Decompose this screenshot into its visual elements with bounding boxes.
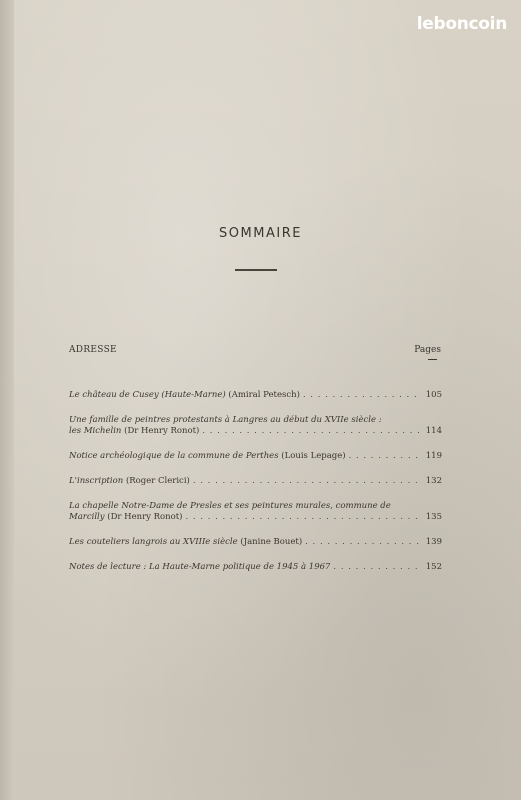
- toc-line-text: [69, 390, 300, 401]
- toc-line-text: [69, 501, 391, 512]
- toc-line-text: [69, 426, 199, 437]
- toc-line: [69, 562, 442, 573]
- toc-entry: [69, 562, 442, 573]
- toc-page-number: 105: [425, 390, 442, 400]
- toc-author: (Roger Clerici): [123, 476, 190, 486]
- toc-entry: [69, 537, 442, 548]
- toc-line-text: [69, 476, 190, 487]
- toc-line: [69, 390, 442, 401]
- toc-entry: [69, 501, 442, 523]
- toc-title: Les couteliers langrois au XVIIIe siècle: [69, 537, 238, 547]
- toc-author: (Amiral Petesch): [225, 390, 300, 400]
- toc-line-text: [69, 415, 382, 426]
- toc-page-number: 139: [425, 537, 442, 547]
- toc-entry: [69, 390, 442, 401]
- toc-author: (Janine Bouet): [237, 537, 303, 547]
- pages-underline: [428, 359, 437, 360]
- toc-title: Notes de lecture : La Haute-Marne politique de 1945 à 1967: [69, 562, 331, 572]
- toc-line: [69, 501, 442, 512]
- toc-entry: [69, 415, 442, 437]
- toc-line-text: [69, 451, 346, 462]
- toc-title: Marcilly: [69, 512, 105, 522]
- toc-page-number: 152: [425, 562, 442, 572]
- toc-entry: [69, 451, 442, 462]
- dot-leader: [303, 390, 421, 401]
- toc-line-text: [69, 537, 302, 548]
- page-edge: [0, 0, 14, 800]
- toc-line-text: [69, 512, 183, 523]
- dot-leader: [349, 451, 421, 462]
- toc-line: [69, 451, 442, 462]
- toc-title: La chapelle Notre-Dame de Presles et ses peintures murales, commune de: [69, 501, 391, 511]
- toc-author: (Dr Henry Ronot): [104, 512, 183, 522]
- toc-line: [69, 426, 442, 437]
- dot-leader: [186, 512, 422, 523]
- toc-line: [69, 415, 442, 426]
- page-title: SOMMAIRE: [219, 226, 302, 241]
- toc-line-text: [69, 562, 330, 573]
- dot-leader: [202, 426, 421, 437]
- toc-title: L'inscription: [69, 476, 124, 486]
- dot-leader: [333, 562, 421, 573]
- title-divider: [235, 269, 277, 271]
- toc-author: (Louis Lepage): [278, 451, 346, 461]
- toc-page-number: 114: [425, 426, 442, 436]
- toc-page-number: 132: [425, 476, 442, 486]
- toc-page-number: 135: [425, 512, 442, 522]
- toc-title: Notice archéologique de la commune de Perthes: [69, 451, 279, 461]
- dot-leader: [305, 537, 421, 548]
- table-of-contents: [69, 390, 442, 587]
- dot-leader: [193, 476, 421, 487]
- leboncoin-logo: leboncoin: [416, 14, 507, 34]
- toc-entry: [69, 476, 442, 487]
- column-header-adresse: ADRESSE: [69, 345, 117, 355]
- toc-title: les Michelin: [69, 426, 122, 436]
- toc-author: (Dr Henry Ronot): [121, 426, 200, 436]
- toc-page-number: 119: [425, 451, 442, 461]
- toc-line: [69, 537, 442, 548]
- column-header-pages: Pages: [414, 345, 441, 355]
- toc-title: Une famille de peintres protestants à Langres au début du XVIIe siècle :: [69, 415, 382, 425]
- toc-line: [69, 512, 442, 523]
- toc-line: [69, 476, 442, 487]
- toc-title: Le château de Cusey (Haute-Marne): [69, 390, 226, 400]
